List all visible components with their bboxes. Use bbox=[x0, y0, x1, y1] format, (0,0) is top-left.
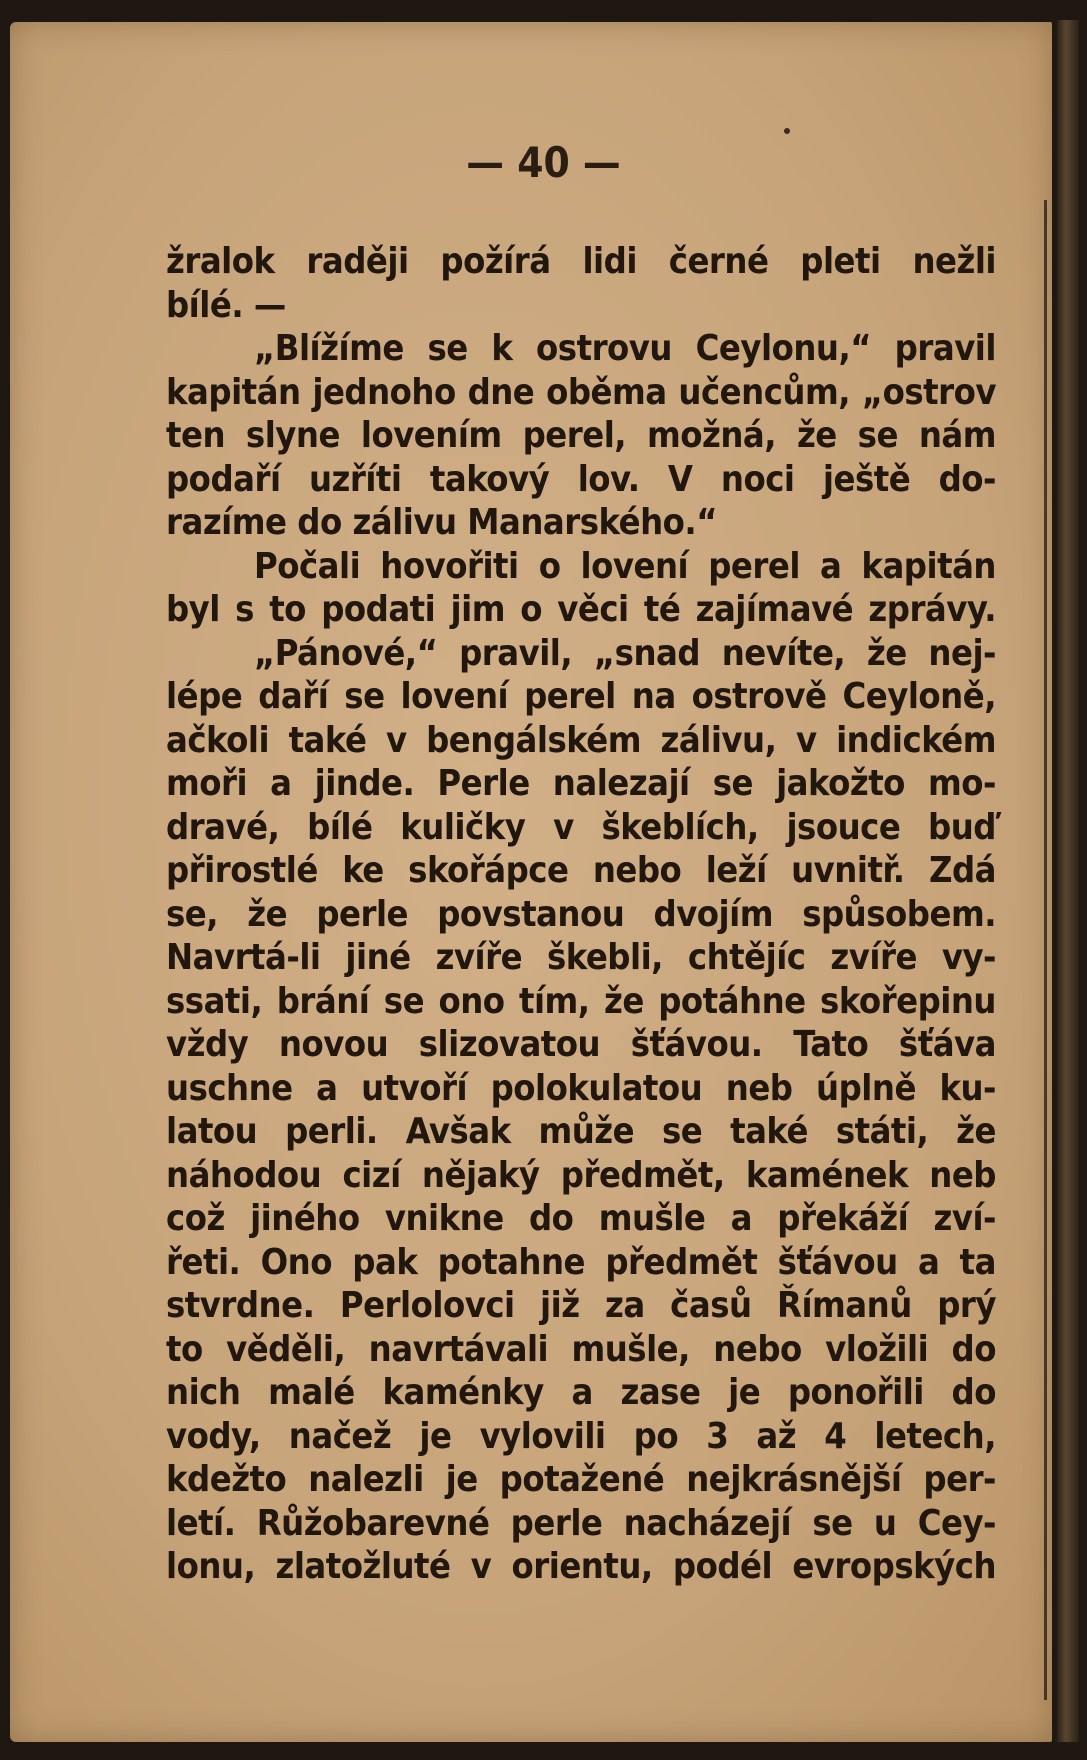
text-line: letí. Růžobarevné perle nacházejí se u Cey- bbox=[166, 1502, 996, 1544]
page-edge-line bbox=[1044, 200, 1047, 1700]
text-line: kdežto nalezli je potažené nejkrásnější per- bbox=[166, 1459, 996, 1500]
text-line: nich malé kaménky a zase je ponořili do bbox=[166, 1372, 996, 1413]
text-line: byl s to podati jim o věci té zajímavé zprávy. bbox=[166, 589, 996, 630]
text-line: stvrdne. Perlolovci již za časů Římanů prý bbox=[166, 1285, 996, 1326]
text-line: žralok raději požírá lidi černé pleti nežli bbox=[166, 241, 996, 282]
text-line: ačkoli také v bengálském zálivu, v indickém bbox=[166, 719, 996, 761]
text-line: razíme do zálivu Manarského.“ bbox=[166, 502, 717, 543]
text-line: bílé. — bbox=[166, 284, 286, 326]
text-line: lépe daří se lovení perel na ostrově Ceyloně, bbox=[166, 676, 996, 717]
text-line: moři a jinde. Perle nalezají se jakožto mo- bbox=[166, 763, 996, 804]
text-line: dravé, bílé kuličky v škeblích, jsouce buď bbox=[166, 806, 996, 848]
text-line: uschne a utvoří polokulatou neb úplně ku- bbox=[166, 1067, 996, 1109]
body-text bbox=[166, 240, 996, 1589]
text-line: ssati, brání se ono tím, že potáhne skořepinu bbox=[166, 980, 996, 1022]
text-line: Navrtá-li jiné zvíře škebli, chtějíc zvíře vy- bbox=[166, 937, 996, 978]
text-line: to věděli, navrtávali mušle, nebo vložili do bbox=[166, 1328, 996, 1370]
text-line: řeti. Ono pak potahne předmět šťávou a ta bbox=[166, 1241, 996, 1283]
text-line: vody, načež je vylovili po 3 až 4 letech, bbox=[166, 1415, 996, 1457]
text-line: náhodou cizí nějaký předmět, kamének neb bbox=[166, 1154, 996, 1196]
text-line: což jiného vnikne do mušle a překáží zví- bbox=[166, 1198, 996, 1239]
text-line: lonu, zlatožluté v orientu, podél evropských bbox=[166, 1546, 996, 1587]
text-line: Počali hovořiti o lovení perel a kapitán bbox=[254, 545, 996, 587]
text-line: latou perli. Avšak může se také státi, že bbox=[166, 1111, 996, 1152]
text-line: kapitán jednoho dne oběma učencům, „ostrov bbox=[166, 371, 996, 413]
book-spine-edge bbox=[1057, 20, 1079, 1742]
ink-speck bbox=[784, 128, 790, 134]
text-line: „Blížíme se k ostrovu Ceylonu,“ pravil bbox=[254, 328, 996, 369]
text-line: vždy novou slizovatou šťávou. Tato šťáva bbox=[166, 1024, 996, 1065]
text-line: přirostlé ke skořápce nebo leží uvnitř. Zdá bbox=[166, 850, 996, 891]
page-number: — 40 — bbox=[466, 138, 621, 187]
text-line: se, že perle povstanou dvojím spůsobem. bbox=[166, 893, 996, 935]
text-line: podaří uzříti takový lov. V noci ještě do- bbox=[166, 458, 996, 500]
text-line: „Pánové,“ pravil, „snad nevíte, že nej- bbox=[254, 632, 996, 674]
text-line: ten slyne lovením perel, možná, že se nám bbox=[166, 415, 996, 456]
